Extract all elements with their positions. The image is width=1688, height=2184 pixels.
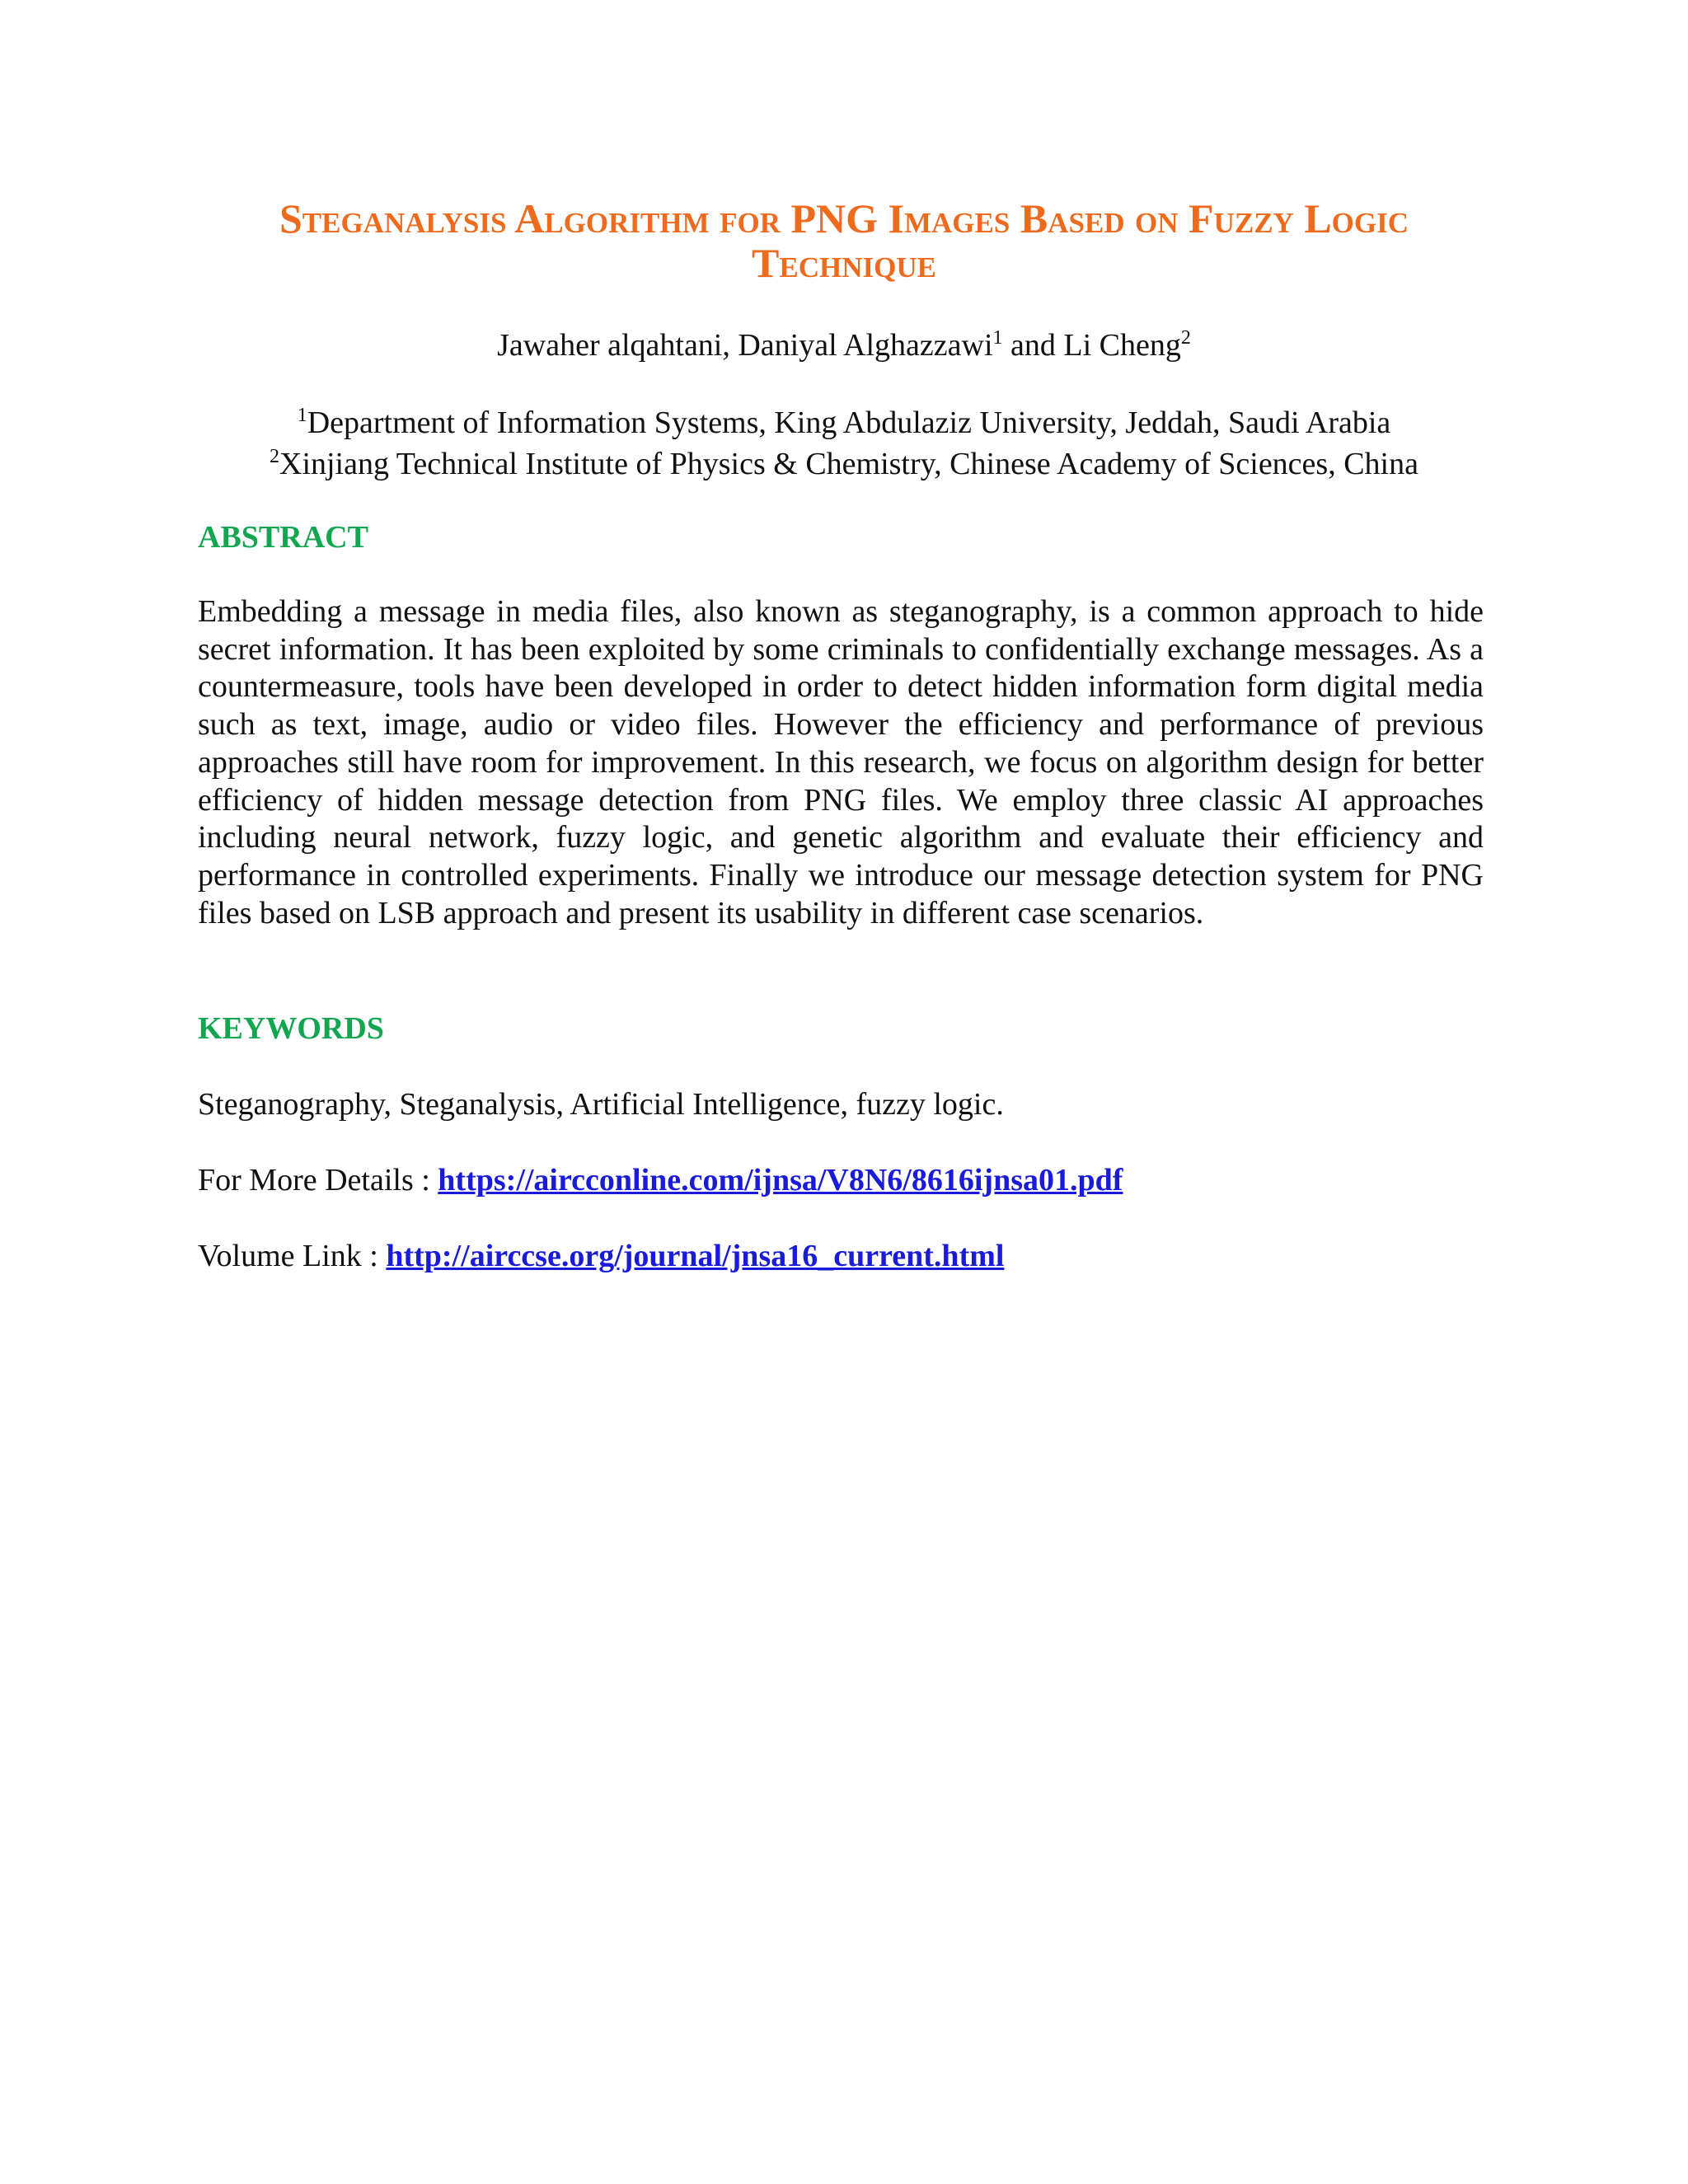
keywords-heading: KEYWORDS — [198, 1011, 384, 1046]
author-list — [198, 326, 1490, 365]
affiliation-list — [198, 402, 1490, 485]
author-affiliation-mark-2: 2 — [1180, 327, 1191, 349]
volume-link-line — [198, 1236, 1484, 1276]
volume-link-label: Volume Link : — [198, 1239, 387, 1273]
authors-text-first: Jawaher alqahtani, Daniyal Alghazzawi — [497, 328, 993, 363]
abstract-body: Embedding a message in media files, also known as steganography, is a common approach to hide secret information. It has been exploited by some criminals to confidentially exchange messages. As a countermeasure, tools have been developed in order to detect hidden information form digital media such as text, image, audio or video files. However the efficiency and performance of previous approaches still have room for improvement. In this research, we focus on algorithm design for better efficiency of hidden message detection from PNG files. We employ three classic AI approaches including neural network, fuzzy logic, and genetic algorithm and evaluate their efficiency and performance in controlled experiments. Finally we introduce our message detection system for PNG files based on LSB approach and present its usability in different case scenarios. — [198, 594, 1484, 930]
affiliation-1 — [198, 402, 1490, 443]
details-link-line — [198, 1160, 1484, 1200]
author-affiliation-mark-1: 1 — [992, 327, 1003, 349]
affiliation-1-text: Department of Information Systems, King Abdulaziz University, Jeddah, Saudi Arabia — [307, 405, 1391, 440]
volume-link[interactable]: http://airccse.org/journal/jnsa16_current.html — [386, 1239, 1005, 1273]
paper-title — [198, 196, 1490, 285]
details-link[interactable]: https://aircconline.com/ijnsa/V8N6/8616ijnsa01.pdf — [438, 1163, 1123, 1197]
affiliation-2-text: Xinjiang Technical Institute of Physics & Chemistry, Chinese Academy of Sciences, China — [279, 447, 1418, 481]
affiliation-2-mark: 2 — [270, 446, 279, 467]
details-link-label: For More Details : — [198, 1163, 438, 1197]
paper-title-line-2: Technique — [752, 240, 936, 286]
paper-title-line-1: Steganalysis Algorithm for PNG Images Based on Fuzzy Logic — [279, 195, 1409, 241]
affiliation-2 — [198, 443, 1490, 485]
abstract-heading: ABSTRACT — [198, 520, 368, 555]
authors-text-second: and Li Cheng — [1002, 328, 1181, 363]
affiliation-1-mark: 1 — [297, 405, 307, 426]
keywords-body: Steganography, Steganalysis, Artificial Intelligence, fuzzy logic. — [198, 1087, 1004, 1122]
